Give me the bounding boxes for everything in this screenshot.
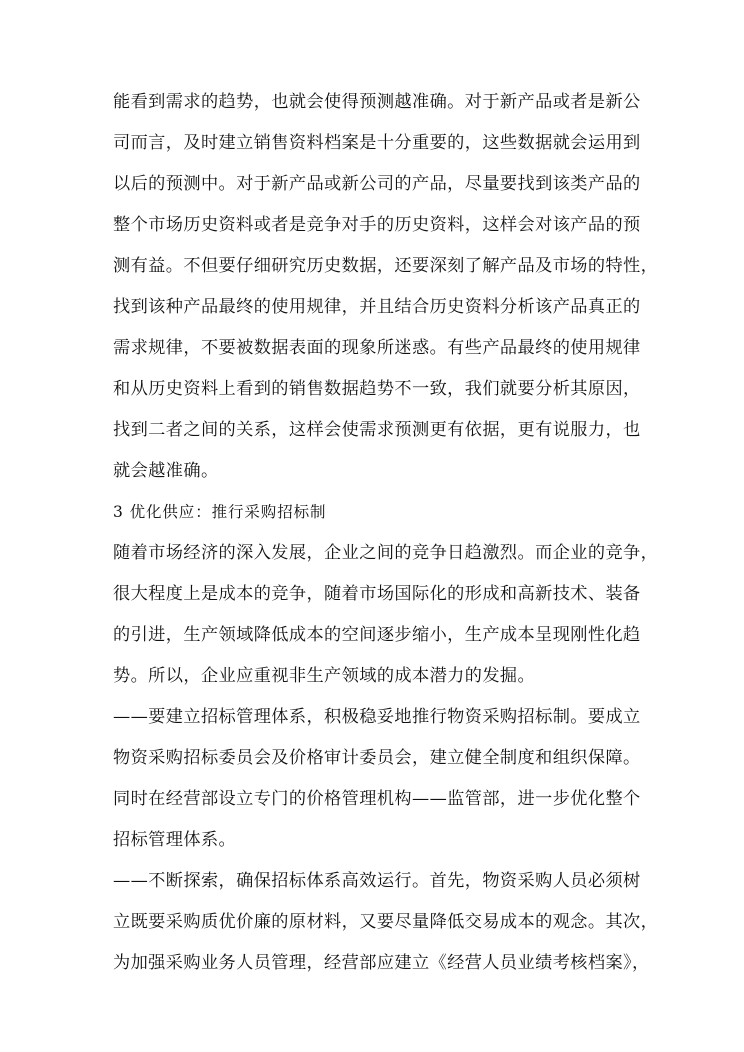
text-line: 和从历史资料上看到的销售数据趋势不一致，我们就要分析其原因，	[113, 379, 641, 399]
text-line: 找到二者之间的关系，这样会使需求预测更有依据，更有说服力，也	[113, 420, 641, 440]
text-line: 招标管理体系。	[113, 830, 237, 850]
text-line: 测有益。不但要仔细研究历史数据，还要深刻了解产品及市场的特性，	[113, 256, 659, 276]
text-line: ——不断探索，确保招标体系高效运行。首先，物资采购人员必须树	[113, 871, 641, 891]
text-line: 立既要采购质优价廉的原材料，又要尽量降低交易成本的观念。其次，	[113, 912, 659, 932]
text-line: 就会越准确。	[113, 461, 219, 481]
document-body	[113, 88, 659, 990]
text-line: 物资采购招标委员会及价格审计委员会，建立健全制度和组织保障。	[113, 748, 641, 768]
text-line: 势。所以，企业应重视非生产领域的成本潜力的发掘。	[113, 666, 536, 686]
text-line: 能看到需求的趋势，也就会使得预测越准确。对于新产品或者是新公	[113, 92, 641, 112]
text-line: ——要建立招标管理体系，积极稳妥地推行物资采购招标制。要成立	[113, 707, 641, 727]
text-line: 随着市场经济的深入发展，企业之间的竞争日趋激烈。而企业的竞争，	[113, 543, 659, 563]
text-line: 需求规律，不要被数据表面的现象所迷惑。有些产品最终的使用规律	[113, 338, 641, 358]
text-line: 整个市场历史资料或者是竞争对手的历史资料，这样会对该产品的预	[113, 215, 641, 235]
text-line: 同时在经营部设立专门的价格管理机构——监管部，进一步优化整个	[113, 789, 641, 809]
text-line: 找到该种产品最终的使用规律，并且结合历史资料分析该产品真正的	[113, 297, 641, 317]
section-heading: 3 优化供应：推行采购招标制	[113, 503, 327, 521]
text-line: 很大程度上是成本的竞争，随着市场国际化的形成和高新技术、装备	[113, 584, 641, 604]
text-line: 为加强采购业务人员管理，经营部应建立《经营人员业绩考核档案》，	[113, 953, 650, 973]
text-line: 以后的预测中。对于新产品或新公司的产品，尽量要找到该类产品的	[113, 174, 641, 194]
text-line: 的引进，生产领域降低成本的空间逐步缩小，生产成本呈现刚性化趋	[113, 625, 641, 645]
text-line: 司而言，及时建立销售资料档案是十分重要的，这些数据就会运用到	[113, 133, 641, 153]
